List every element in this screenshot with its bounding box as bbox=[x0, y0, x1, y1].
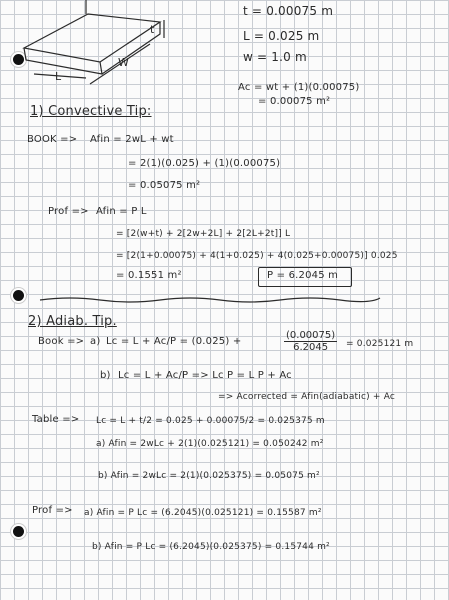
section1-prof-eq: Afin = P L bbox=[96, 206, 147, 217]
section1-title: 1) Convective Tip: bbox=[30, 104, 152, 119]
section2-b-label: b) bbox=[100, 370, 111, 381]
sketch-label-t: t bbox=[150, 23, 155, 36]
section2-table-b: b) Afin = 2wLc = 2(1)(0.025375) = 0.05075 m² bbox=[98, 471, 320, 481]
section2-a-denominator: 6.2045 bbox=[293, 342, 329, 353]
section2-a-label: a) bbox=[90, 336, 101, 347]
section1-prof-step2: = [2(1+0.00075) + 4(1+0.025) + 4(0.025+0.00075)] 0.025 bbox=[116, 251, 398, 261]
section1-prof-result: = 0.1551 m² bbox=[116, 270, 182, 281]
section2-table-a: a) Afin = 2wLc + 2(1)(0.025121) = 0.050242 m² bbox=[96, 439, 324, 449]
given-w: w = 1.0 m bbox=[243, 50, 307, 64]
section1-book-label: BOOK => bbox=[27, 134, 78, 145]
section2-prof-a: a) Afin = P Lc = (6.2045)(0.025121) = 0.15587 m² bbox=[84, 508, 322, 518]
given-t: t = 0.00075 m bbox=[243, 4, 334, 18]
given-L: L = 0.025 m bbox=[243, 29, 320, 43]
section1-book-result: = 0.05075 m² bbox=[128, 180, 201, 191]
sketch-label-L: L bbox=[55, 70, 62, 83]
section2-book-label: Book => bbox=[38, 336, 85, 347]
section2-b-arrow: => Acorrected = Afin(adiabatic) + Ac bbox=[218, 392, 396, 402]
sketch-label-w: W bbox=[118, 56, 129, 69]
given-ac-result: = 0.00075 m² bbox=[258, 96, 331, 107]
section1-prof-label: Prof => bbox=[48, 206, 89, 217]
section2-b-eq: Lc = L + Ac/P => Lc P = L P + Ac bbox=[118, 370, 292, 381]
section2-a-numerator: (0.00075) bbox=[286, 330, 336, 341]
section1-prof-step1: = [2(w+t) + 2[2w+2L] + 2[2L+2t]] L bbox=[116, 229, 291, 239]
section1-book-step: = 2(1)(0.025) + (1)(0.00075) bbox=[128, 158, 281, 169]
section2-table-label: Table => bbox=[32, 414, 80, 425]
section2-a-fraction bbox=[284, 330, 337, 353]
section2-a-result: = 0.025121 m bbox=[346, 339, 414, 349]
perimeter-value: P = 6.2045 m bbox=[267, 270, 339, 281]
given-ac: Ac = wt + (1)(0.00075) bbox=[238, 82, 360, 93]
section2-prof-b: b) Afin = P Lc = (6.2045)(0.025375) = 0.15744 m² bbox=[92, 542, 330, 552]
section2-a-eq: Lc = L + Ac/P = (0.025) + bbox=[106, 336, 242, 347]
section2-title: 2) Adiab. Tip. bbox=[28, 314, 117, 329]
section2-prof-label: Prof => bbox=[32, 505, 73, 516]
section1-book-eq: Afin = 2wL + wt bbox=[90, 134, 174, 145]
section2-table-eq: Lc = L + t/2 = 0.025 + 0.00075/2 = 0.025375 m bbox=[96, 416, 325, 426]
